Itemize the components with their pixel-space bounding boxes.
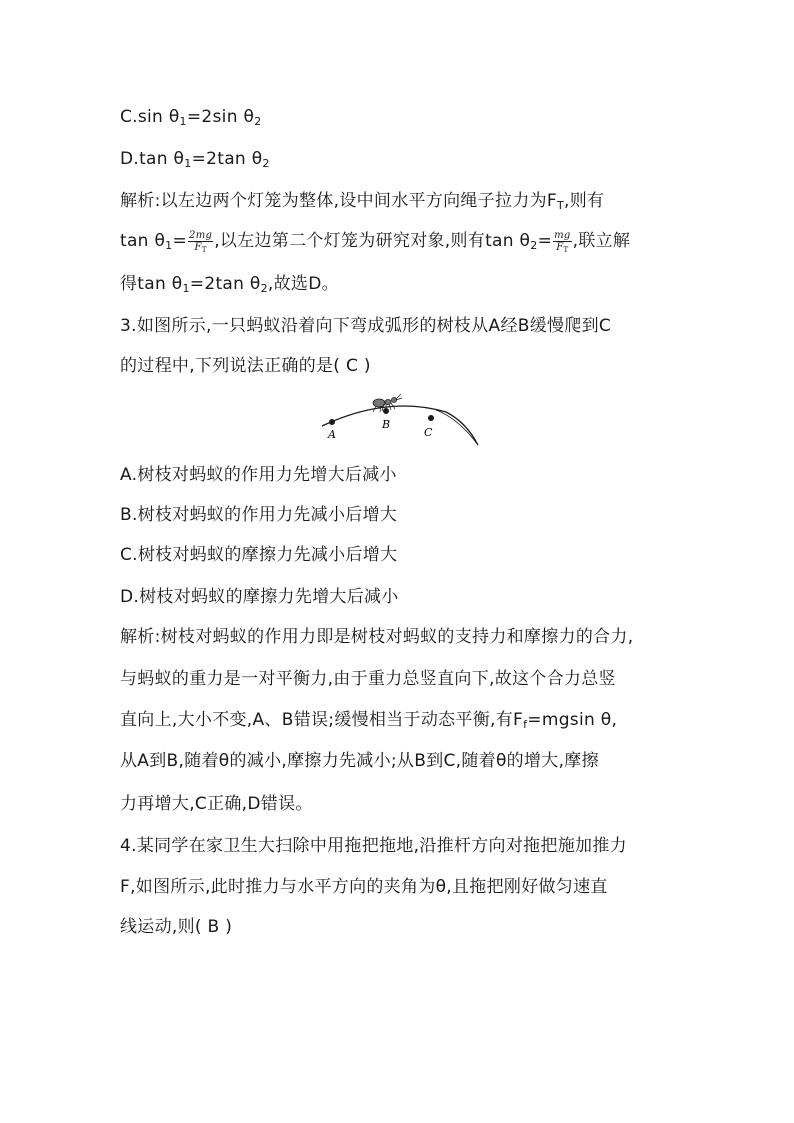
question-3-stem-line-2: 的过程中,下列说法正确的是( C ) xyxy=(120,356,371,376)
text-segment: =mgsin θ, xyxy=(527,710,618,730)
subscript: 1 xyxy=(165,239,173,252)
question-3-option-b: B.树枝对蚂蚁的作用力先减小后增大 xyxy=(120,505,398,525)
text-segment: 直向上,大小不变,A、B错误;缓慢相当于动态平衡,有F xyxy=(120,710,524,730)
analysis-3-line-2: 与蚂蚁的重力是一对平衡力,由于重力总竖直向下,故这个合力总竖 xyxy=(120,669,616,689)
text-segment: 得tan θ xyxy=(120,274,183,294)
text-segment: =2sin θ xyxy=(186,107,255,127)
analysis-line-2 xyxy=(120,229,680,253)
analysis-3-line-3 xyxy=(120,708,680,732)
text-segment: ,联立解 xyxy=(572,231,631,251)
subscript: 2 xyxy=(254,115,262,128)
text-segment: tan θ xyxy=(120,231,166,251)
subscript: 1 xyxy=(182,282,190,295)
question-4-stem-line-2: F,如图所示,此时推力与水平方向的夹角为θ,且拖把刚好做匀速直 xyxy=(120,877,608,897)
question-3-option-d: D.树枝对蚂蚁的摩擦力先增大后减小 xyxy=(120,587,399,607)
text-segment: ,以左边第二个灯笼为研究对象,则有tan θ xyxy=(214,231,531,251)
question-3-stem-line-1: 3.如图所示,一只蚂蚁沿着向下弯成弧形的树枝从A经B缓慢爬到C xyxy=(120,316,612,336)
subscript: T xyxy=(563,245,569,254)
subscript: T xyxy=(557,199,565,212)
text-segment: =2tan θ xyxy=(189,274,261,294)
text-segment: = xyxy=(537,231,553,251)
point-a-dot xyxy=(329,419,335,425)
analysis-3-line-4: 从A到B,随着θ的减小,摩擦力先减小;从B到C,随着θ的增大,摩擦 xyxy=(120,751,599,771)
fraction-2mg-over-ft xyxy=(188,230,213,253)
fraction-numerator: 2mg xyxy=(189,229,213,241)
fraction-denominator xyxy=(188,242,213,253)
option-d-equation xyxy=(120,147,680,171)
text-segment: ,则有 xyxy=(564,191,605,211)
point-c-dot xyxy=(428,415,434,421)
ant-on-branch-figure xyxy=(318,390,480,450)
subscript: 2 xyxy=(530,239,538,252)
label-a: A xyxy=(328,428,336,441)
label-c: C xyxy=(424,426,433,439)
subscript: 1 xyxy=(184,157,192,170)
analysis-line-1 xyxy=(120,189,680,213)
text-segment: = xyxy=(172,231,188,251)
text-segment: 解析:以左边两个灯笼为整体,设中间水平方向绳子拉力为F xyxy=(120,191,558,211)
subscript: 2 xyxy=(262,157,270,170)
question-3-option-c: C.树枝对蚂蚁的摩擦力先减小后增大 xyxy=(120,545,398,565)
subscript: 2 xyxy=(260,282,268,295)
text-segment: D.tan θ xyxy=(120,149,185,169)
question-4-stem-line-1: 4.某同学在家卫生大扫除中用拖把拖地,沿推杆方向对拖把施加推力 xyxy=(120,836,627,856)
fraction-numerator: mg xyxy=(554,229,571,241)
text-segment: F xyxy=(556,241,564,253)
text-segment: F xyxy=(194,241,202,253)
subscript: T xyxy=(201,245,207,254)
label-b: B xyxy=(382,418,391,431)
subscript: f xyxy=(523,718,528,731)
analysis-3-line-1: 解析:树枝对蚂蚁的作用力即是树枝对蚂蚁的支持力和摩擦力的合力, xyxy=(120,627,634,647)
analysis-line-3 xyxy=(120,272,680,296)
branch-curve xyxy=(322,406,478,445)
text-segment: C.sin θ xyxy=(120,107,180,127)
option-c-equation xyxy=(120,105,680,129)
fraction-denominator xyxy=(553,242,571,253)
analysis-3-line-5: 力再增大,C正确,D错误。 xyxy=(120,794,313,814)
text-segment: =2tan θ xyxy=(191,149,263,169)
subscript: 1 xyxy=(179,115,187,128)
branch-inner-curve xyxy=(436,410,478,445)
text-segment: ,故选D。 xyxy=(267,274,339,294)
question-4-stem-line-3: 线运动,则( B ) xyxy=(120,917,233,937)
fraction-mg-over-ft xyxy=(553,230,571,253)
question-3-option-a: A.树枝对蚂蚁的作用力先增大后减小 xyxy=(120,465,397,485)
